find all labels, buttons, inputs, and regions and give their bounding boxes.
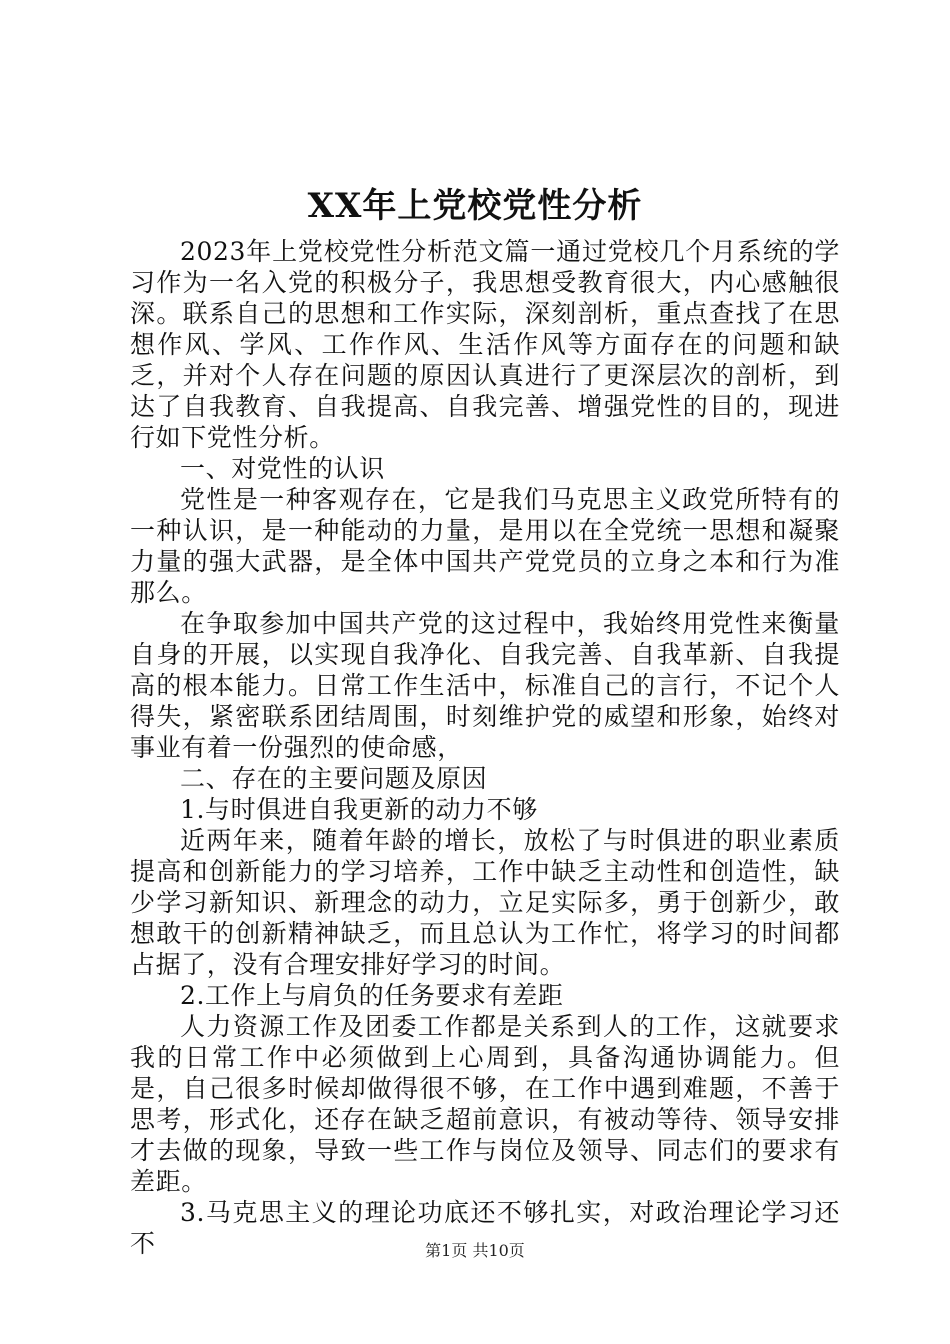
page-footer: 第1页 共10页	[425, 1241, 525, 1260]
section-heading-2: 二、存在的主要问题及原因	[180, 764, 488, 793]
document-title: XX年上党校党性分析	[307, 186, 643, 226]
document-body	[130, 236, 840, 1259]
paragraph-intro: 2023年上党校党性分析范文篇一通过党校几个月系统的学习作为一名入党的积极分子，我思想受教育很大，内心感触很深。联系自己的思想和工作实际，深刻剖析，重点查找了在思想作风、学风、工作作风、生活作风等方面存在的问题和缺乏，并对个人存在问题的原因认真进行了更深层次的剖析，到达了自我教育、自我提高、自我完善、增强党性的目的，现进行如下党性分析。	[130, 237, 840, 452]
paragraph: 在争取参加中国共产党的这过程中，我始终用党性来衡量自身的开展，以实现自我净化、自我完善、自我革新、自我提高的根本能力。日常工作生活中，标准自己的言行，不记个人得失，紧密联系团结周围，时刻维护党的威望和形象，始终对事业有着一份强烈的使命感，	[130, 609, 840, 762]
paragraph: 党性是一种客观存在，它是我们马克思主义政党所特有的一种认识，是一种能动的力量，是用以在全党统一思想和凝聚力量的强大武器，是全体中国共产党党员的立身之本和行为准那么。	[130, 485, 840, 607]
subheading: 1.与时俱进自我更新的动力不够	[180, 795, 538, 824]
subheading: 3.马克思主义的理论功底还不够扎实，对政治理论学习还不	[130, 1198, 840, 1258]
section-heading-1: 一、对党性的认识	[180, 454, 385, 483]
paragraph: 人力资源工作及团委工作都是关系到人的工作，这就要求我的日常工作中必须做到上心周到，具备沟通协调能力。但是，自己很多时候却做得很不够，在工作中遇到难题，不善于思考，形式化，还存在缺乏超前意识，有被动等待、领导安排才去做的现象，导致一些工作与岗位及领导、同志们的要求有差距。	[130, 1012, 840, 1196]
subheading: 2.工作上与肩负的任务要求有差距	[180, 981, 564, 1010]
paragraph: 近两年来，随着年龄的增长，放松了与时俱进的职业素质提高和创新能力的学习培养，工作中缺乏主动性和创造性，缺少学习新知识、新理念的动力，立足实际多，勇于创新少，敢想敢干的创新精神缺乏，而且总认为工作忙，将学习的时间都占据了，没有合理安排好学习的时间。	[130, 826, 840, 979]
